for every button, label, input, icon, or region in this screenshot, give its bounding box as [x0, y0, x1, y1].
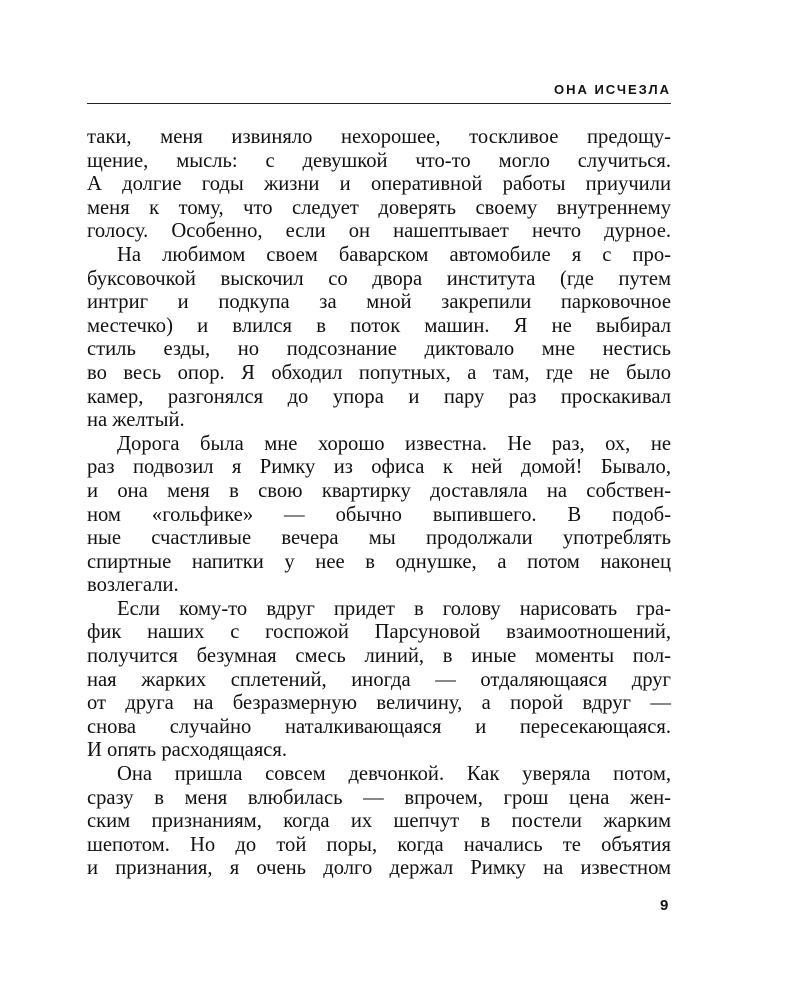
text-line: и она меня в свою квартирку доставляла на собствен- [87, 479, 671, 502]
text-line: Если кому-то вдруг придет в голову нарисовать гра- [117, 597, 671, 620]
text-line: возлегали. [87, 574, 179, 597]
page-number: 9 [660, 897, 669, 914]
text-line: Дорога была мне хорошо известна. Не раз, ох, не [117, 432, 671, 455]
text-line: А долгие годы жизни и оперативной работы приучили [87, 173, 671, 196]
text-line: интриг и подкупа за мной закрепили парковочное [87, 291, 671, 314]
text-line: ном «гольфике» — обычно выпившего. В подоб- [87, 503, 671, 526]
text-line: буксовочкой выскочил со двора института (где путем [87, 267, 671, 290]
text-line: ским признаниям, когда их шепчут в постели жарким [87, 810, 671, 833]
text-line: таки, меня извиняло нехорошее, тоскливое предощу- [87, 126, 671, 148]
text-line: стиль езды, но подсознание диктовало мне нестись [87, 338, 671, 361]
text-line: получится безумная смесь линий, в иные моменты пол- [87, 645, 671, 668]
text-line: На любимом своем баварском автомобиле я с про- [117, 243, 671, 266]
text-line: на желтый. [87, 409, 185, 432]
text-line: фик наших с госпожой Парсуновой взаимоотношений, [87, 621, 671, 644]
header-rule [87, 103, 671, 104]
text-line: от друга на безразмерную величину, а порой вдруг — [87, 692, 671, 715]
text-line: голосу. Особенно, если он нашептывает нечто дурное. [87, 220, 671, 243]
text-line: шепотом. Но до той поры, когда начались те объятия [87, 833, 671, 856]
text-line: во весь опор. Я обходил попутных, а там, где не было [87, 361, 671, 384]
text-line: местечко) и влился в поток машин. Я не выбирал [87, 314, 671, 337]
text-line: щение, мысль: с девушкой что-то могло случиться. [87, 149, 671, 172]
text-line: ные счастливые вечера мы продолжали употреблять [87, 527, 671, 550]
text-line: раз подвозил я Римку из офиса к ней домой! Бывало, [87, 456, 671, 479]
text-line: Она пришла совсем девчонкой. Как уверяла потом, [117, 763, 671, 786]
text-line: спиртные напитки у нее в однушке, а потом наконец [87, 550, 671, 573]
text-line: И опять расходящаяся. [87, 739, 288, 762]
text-line: сразу в меня влюбилась — впрочем, грош цена жен- [87, 786, 671, 809]
running-header: ОНА ИСЧЕЗЛА [553, 82, 671, 97]
body-text [87, 126, 671, 881]
text-line: снова случайно наталкивающаяся и пересекающаяся. [87, 715, 671, 738]
text-line: ная жарких сплетений, иногда — отдаляющаяся друг [87, 668, 671, 691]
text-line: камер, разгонялся до упора и пару раз проскакивал [87, 385, 671, 408]
text-line: меня к тому, что следует доверять своему внутреннему [87, 196, 671, 219]
text-line: и признания, я очень долго держал Римку на известном [87, 857, 671, 880]
